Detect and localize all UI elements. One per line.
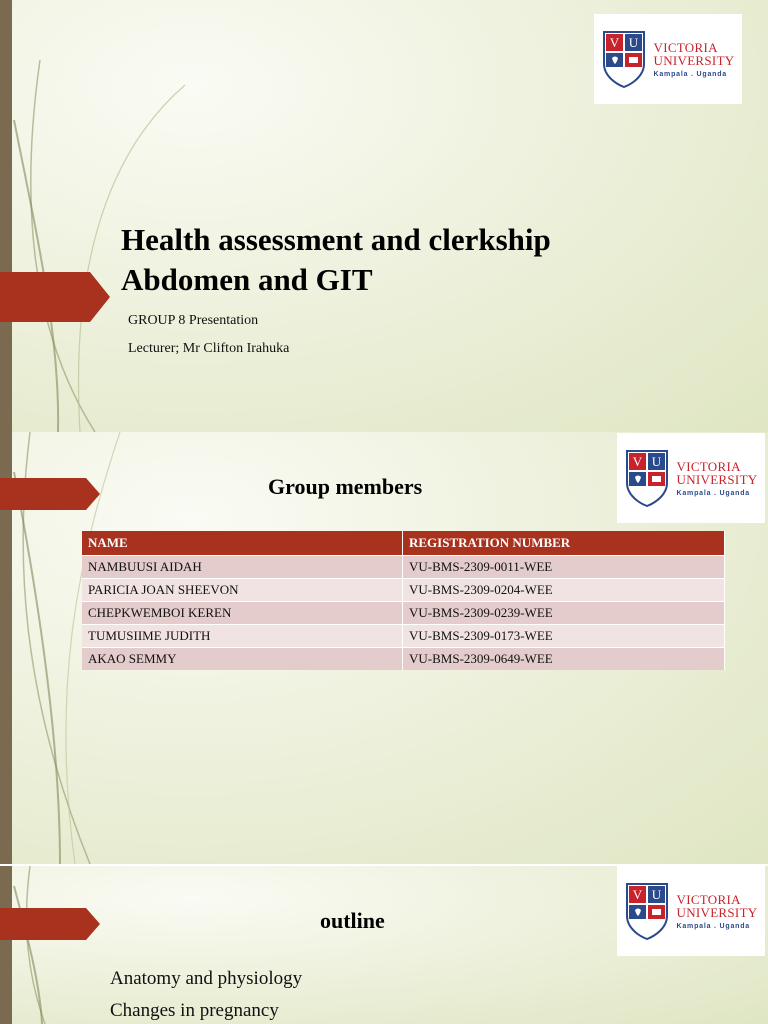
group-members-slide [0,432,768,864]
arrow-tab [0,272,110,322]
member-registration: VU-BMS-2309-0649-WEE [403,648,725,671]
title-line2: Abdomen and GIT [121,262,373,297]
university-logo [594,14,742,104]
member-registration: VU-BMS-2309-0239-WEE [403,602,725,625]
member-name: CHEPKWEMBOI KEREN [82,602,403,625]
members-table [82,531,725,670]
member-name: TUMUSIIME JUDITH [82,625,403,648]
table-row [82,579,725,602]
university-logo [617,433,765,523]
member-name: PARICIA JOAN SHEEVON [82,579,403,602]
logo-name-line1: VICTORIA [676,458,741,474]
subtitle-group: GROUP 8 Presentation [128,313,259,328]
shield-icon [602,30,646,88]
logo-text [677,893,758,930]
bullet-icon [88,1000,110,1004]
outline-slide [0,866,768,1024]
member-name: AKAO SEMMY [82,648,403,671]
logo-location: Kampala . Uganda [676,922,750,930]
shield-icon [625,449,669,507]
member-registration: VU-BMS-2309-0204-WEE [403,579,725,602]
svg-text:V: V [632,887,642,902]
logo-name-line1: VICTORIA [676,891,741,907]
logo-text [654,41,735,78]
member-registration: VU-BMS-2309-0173-WEE [403,625,725,648]
title-line1: Health assessment and clerkship [121,222,551,257]
shield-icon [625,882,669,940]
column-header-registration: REGISTRATION NUMBER [403,531,725,556]
member-name: NAMBUUSI AIDAH [82,556,403,579]
logo-location: Kampala . Uganda [653,70,727,78]
svg-text:V: V [609,35,619,50]
list-item [88,968,302,1000]
table-row [82,625,725,648]
svg-text:U: U [628,35,638,50]
column-header-name: NAME [82,531,403,556]
subtitle-lecturer: Lecturer; Mr Clifton Irahuka [128,341,290,356]
list-item-text: Changes in pregnancy [110,1000,279,1021]
decorative-swoosh [0,0,200,432]
table-row [82,648,725,671]
slide-title [121,220,551,300]
logo-name-line1: VICTORIA [653,39,718,55]
title-slide [0,0,768,432]
bullet-icon [88,968,110,972]
arrow-tab [0,908,100,940]
slide-heading: outline [320,908,385,933]
arrow-tab [0,478,100,510]
logo-name-line2: UNIVERSITY [676,471,758,487]
left-accent-bar [0,0,12,432]
list-item [88,1000,302,1024]
logo-text [677,460,758,497]
logo-location: Kampala . Uganda [676,489,750,497]
left-accent-bar [0,866,12,1024]
svg-text:U: U [651,887,661,902]
svg-text:U: U [651,454,661,469]
logo-name-line2: UNIVERSITY [653,52,735,68]
list-item-text: Anatomy and physiology [110,968,303,989]
logo-name-line2: UNIVERSITY [676,904,758,920]
table-row [82,602,725,625]
table-row [82,556,725,579]
slide-heading: Group members [268,474,423,499]
member-registration: VU-BMS-2309-0011-WEE [403,556,725,579]
university-logo [617,866,765,956]
svg-text:V: V [632,454,642,469]
outline-list [88,968,302,1024]
table-header-row [82,531,725,556]
